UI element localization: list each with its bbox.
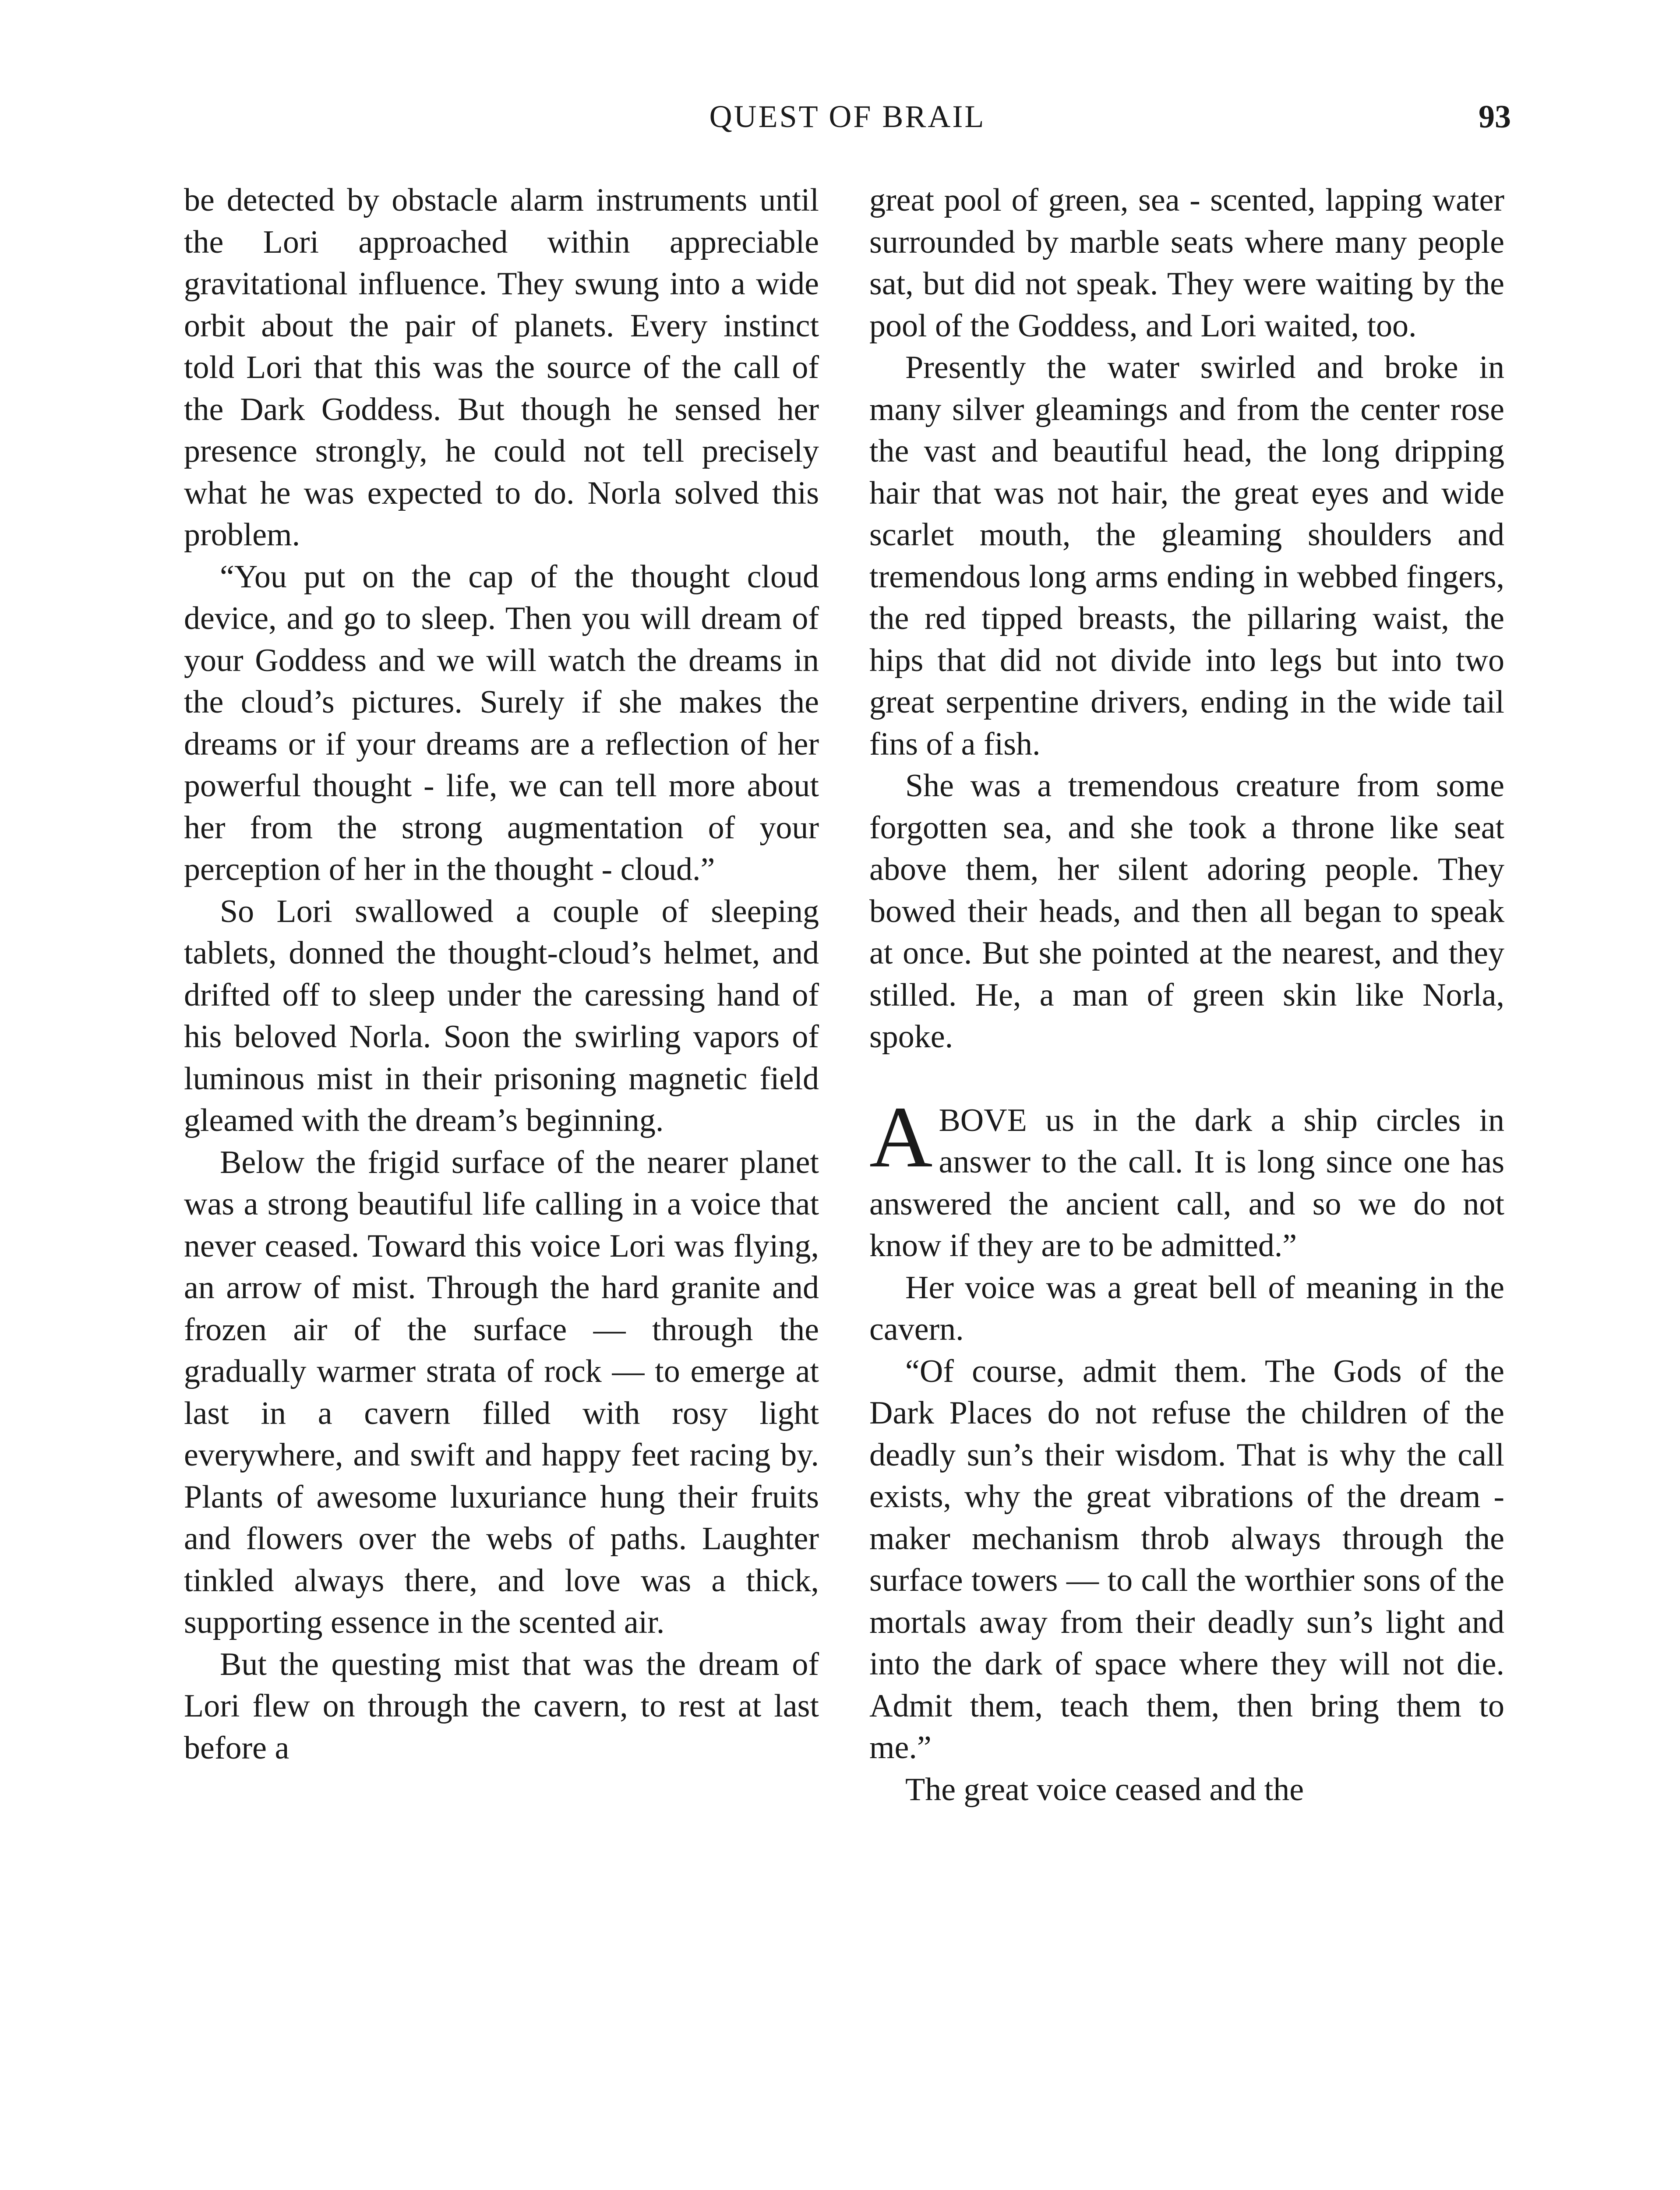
right-column <box>869 180 1504 1811</box>
paragraph: But the questing mist that was the dream of Lori flew on through the cavern, to rest at last before a <box>184 1646 819 1766</box>
drop-cap: A <box>869 1088 933 1186</box>
paragraph: She was a tremendous creature from some forgotten sea, and she took a throne like seat above them, her silent adoring people. They bowed their heads, and then all began to speak at once. But she pointed at the nearest, and they stilled. He, a man of green skin like Norla, spoke. <box>869 768 1504 1055</box>
paragraph: great pool of green, sea - scented, lapping water surrounded by marble seats where many people sat, but did not speak. They were waiting by the pool of the Goddess, and Lori waited, too. <box>869 182 1504 344</box>
paragraph: Below the frigid surface of the nearer planet was a strong beautiful life calling in a voice that never ceased. Toward this voice Lori was flying, an arrow of mist. Through the hard granite and frozen air of the surface — through the gradually warmer strata of rock — to emerge at last in a cavern filled with rosy light everywhere, and swift and happy feet racing by. Plants of awesome luxuriance hung their fruits and flowers over the webs of paths. Laughter tinkled always there, and love was a thick, supporting essence in the scented air. <box>184 1144 819 1640</box>
paragraph: “You put on the cap of the thought cloud device, and go to sleep. Then you will dream of your Goddess and we will watch the dreams in the cloud’s pictures. Surely if she makes the dreams or if your dreams are a reflection of her powerful thought - life, we can tell more about her from the strong augmentation of your perception of her in the thought - cloud.” <box>184 558 819 887</box>
paragraph: Her voice was a great bell of meaning in the cavern. <box>869 1269 1504 1347</box>
paragraph: “Of course, admit them. The Gods of the Dark Places do not refuse the children of the deadly sun’s their wisdom. That is why the call exists, why the great vibrations of the dream - maker mechanism throb always through the surface towers — to call the worthier sons of the mortals away from their deadly sun’s light and into the dark of space where they will not die. Admit them, teach them, then bring them to me.” <box>869 1353 1504 1766</box>
paragraph: Presently the water swirled and broke in many silver gleamings and from the center rose the vast and beautiful head, the long dripping hair that was not hair, the great eyes and wide scarlet mouth, the gleaming shoulders and tremendous long arms ending in webbed fingers, the red tipped breasts, the pillaring waist, the hips that did not divide into legs but into two great serpentine drivers, ending in the wide tail fins of a fish. <box>869 350 1504 762</box>
running-title: QUEST OF BRAIL <box>709 99 986 134</box>
section-break <box>869 1058 1504 1100</box>
page-number: 93 <box>1479 99 1511 135</box>
left-column <box>184 180 819 1769</box>
paragraph: So Lori swallowed a couple of sleeping tablets, donned the thought-cloud’s helmet, and drifted off to sleep under the caressing hand of his beloved Norla. Soon the swirling vapors of luminous mist in their prisoning magnetic field gleamed with the dream’s beginning. <box>184 893 819 1138</box>
dropcap-paragraph-text: BOVE us in the dark a ship circles in answer to the call. It is long since one has answered the ancient call, and so we do not know if they are to be admitted.” <box>869 1102 1504 1264</box>
dropcap-paragraph <box>869 1088 1504 1267</box>
paragraph: be detected by obstacle alarm instruments until the Lori approached within appreciable gravitational influence. They swung into a wide orbit about the pair of planets. Every instinct told Lori that this was the source of the call of the Dark Goddess. But though he sensed her presence strongly, he could not tell precisely what he was expected to do. Norla solved this problem. <box>184 182 819 553</box>
page-header <box>184 99 1511 147</box>
paragraph: The great voice ceased and the <box>905 1771 1304 1808</box>
